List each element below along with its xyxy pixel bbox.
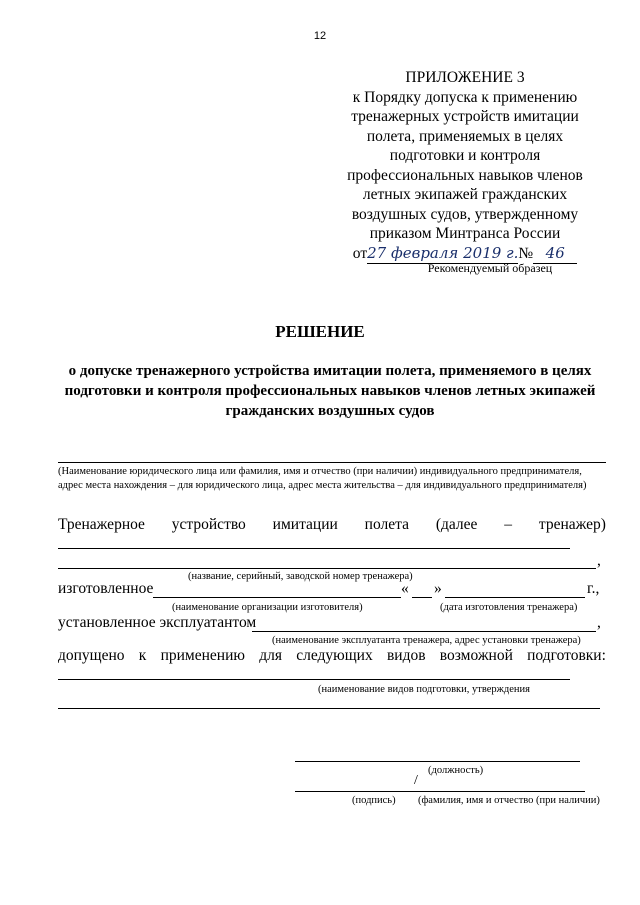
mfg-date-caption: (дата изготовления тренажера) [440, 602, 578, 613]
training-field-line-2[interactable] [58, 708, 600, 709]
date-close-quote: » [434, 580, 442, 597]
admitted-word: возможной [439, 647, 513, 664]
operator-comma: , [597, 614, 601, 631]
appendix-line: тренажерных устройств имитации [351, 108, 579, 125]
date-open-quote: « [401, 580, 409, 597]
signature-field-line[interactable] [295, 791, 585, 792]
recommended-sample-label: Рекомендуемый образец [427, 261, 553, 275]
date-prefix: от [352, 244, 368, 262]
document-subtitle [40, 361, 620, 421]
org-field-line[interactable] [58, 462, 606, 463]
appendix-line: полета, применяемых в целях [366, 127, 564, 145]
trainer-word: – [504, 516, 513, 533]
admitted-word: допущено [58, 647, 125, 664]
subtitle-line: гражданских воздушных судов [225, 403, 435, 419]
manufactured-label: изготовленное [58, 580, 154, 597]
number-prefix: № [518, 244, 534, 262]
trainer-name-line-1[interactable] [58, 548, 570, 549]
position-field-line[interactable] [295, 761, 580, 762]
appendix-title: ПРИЛОЖЕНИЕ 3 [405, 69, 525, 86]
appendix-line: профессиональных навыков членов [347, 166, 583, 184]
org-caption-line: (Наименование юридического лица или фамилия, имя и отчество (при наличии) индивидуального предпринимателя, [58, 466, 582, 477]
admitted-word: применению [160, 647, 245, 664]
page-number: 12 [313, 30, 327, 42]
fullname-caption: (фамилия, имя и отчество (при наличии) [418, 795, 600, 806]
admitted-word: для [259, 647, 282, 664]
month-year-field-line[interactable] [445, 597, 585, 598]
operator-label: установленное эксплуатантом [58, 614, 257, 631]
trainer-word: тренажер) [538, 516, 606, 533]
day-field-line[interactable] [412, 597, 432, 598]
trainer-caption: (название, серийный, заводской номер тренажера) [188, 571, 413, 582]
trainer-word: устройство [171, 516, 246, 533]
handwritten-number: 46 [533, 244, 577, 265]
org-caption-line: адрес места нахождения – для юридического лица, адрес места жительства – для индивидуального предпринимателя) [58, 480, 587, 491]
trainer-word: полета [364, 516, 409, 533]
admitted-word: видов [386, 647, 426, 664]
trainer-comma: , [597, 552, 601, 569]
signature-caption: (подпись) [352, 795, 396, 806]
appendix-line: к Порядку допуска к применению [352, 88, 578, 106]
admitted-word: следующих [296, 647, 373, 664]
admitted-paragraph [58, 647, 606, 665]
subtitle-line: о допуске тренажерного устройства имитации полета, применяемого в целях [68, 363, 592, 379]
manufacturer-field-line[interactable] [153, 597, 401, 598]
signature-slash: / [414, 773, 418, 788]
appendix-block [330, 68, 600, 264]
trainer-word: Тренажерное [58, 516, 145, 533]
org-caption [58, 465, 586, 493]
document-title: РЕШЕНИЕ [275, 322, 365, 341]
appendix-line: подготовки и контроля [389, 147, 541, 164]
position-caption: (должность) [428, 765, 484, 776]
year-suffix: г., [587, 580, 600, 597]
appendix-line: воздушных судов, утвержденному [351, 205, 579, 223]
trainer-name-line-2[interactable] [58, 568, 596, 569]
appendix-line: летных экипажей гражданских [362, 186, 568, 203]
appendix-line: приказом Минтранса России [369, 225, 561, 242]
operator-field-line[interactable] [252, 631, 596, 632]
trainer-paragraph [58, 516, 606, 534]
trainer-word: имитации [272, 516, 338, 533]
subtitle-line: подготовки и контроля профессиональных навыков членов летных экипажей [64, 383, 596, 399]
manufacturer-caption: (наименование организации изготовителя) [172, 602, 363, 613]
training-caption: (наименование видов подготовки, утверждения [318, 684, 530, 695]
admitted-word: к [138, 647, 147, 664]
training-field-line-1[interactable] [58, 679, 570, 680]
trainer-word: (далее [435, 516, 478, 533]
admitted-word: подготовки: [527, 647, 606, 664]
handwritten-date: 27 февраля 2019 г. [367, 244, 518, 265]
operator-caption: (наименование эксплуатанта тренажера, адрес установки тренажера) [272, 635, 581, 646]
